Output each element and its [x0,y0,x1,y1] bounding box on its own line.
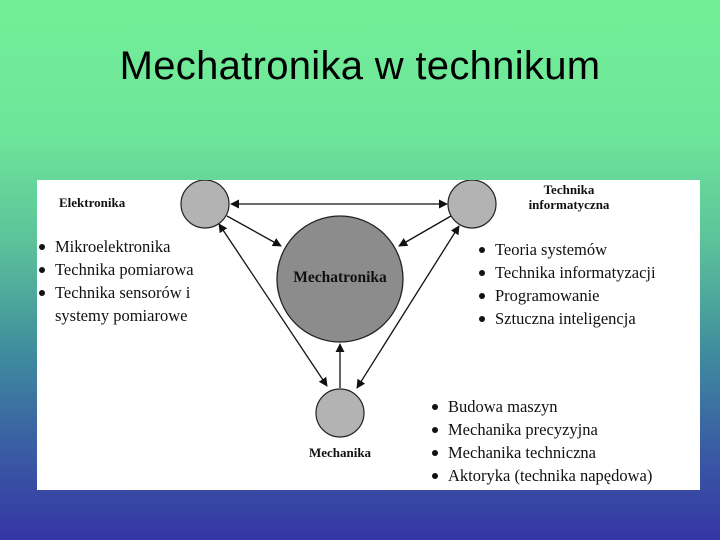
elektronika-label: Elektronika [59,195,126,210]
arrow-elektronika-center [227,216,281,246]
list-item: Mechanika precyzyjna [430,418,652,441]
list-item: Technika sensorów i [37,281,194,304]
node-informatyka-circle [448,180,496,228]
mechatronics-diagram [37,180,700,490]
list-item: Sztuczna inteligencja [477,307,656,330]
informatyka-label-line2: informatyczna [528,197,610,212]
mechanika-label: Mechanika [308,445,372,460]
arrow-informatyka-center [399,216,451,246]
list-item: Mechanika techniczna [430,441,652,464]
list-item: Budowa maszyn [430,395,652,418]
list-item: Teoria systemów [477,238,656,261]
elektronika-list [37,235,194,327]
slide-title: Mechatronika w technikum [119,44,601,88]
list-item: Technika pomiarowa [37,258,194,281]
node-mechanika-circle [316,389,364,437]
informatyka-label-line1: Technika [543,182,595,197]
mechanika-list [430,395,652,487]
list-item: Mikroelektronika [37,235,194,258]
list-item-continuation: systemy pomiarowe [55,306,188,325]
node-elektronika-circle [181,180,229,228]
list-item: Aktoryka (technika napędowa) [430,464,652,487]
informatyka-label [507,182,631,212]
list-item: Programowanie [477,284,656,307]
informatyka-list [477,238,656,330]
list-item: Technika informatyzacji [477,261,656,284]
center-label: Mechatronika [293,269,387,286]
